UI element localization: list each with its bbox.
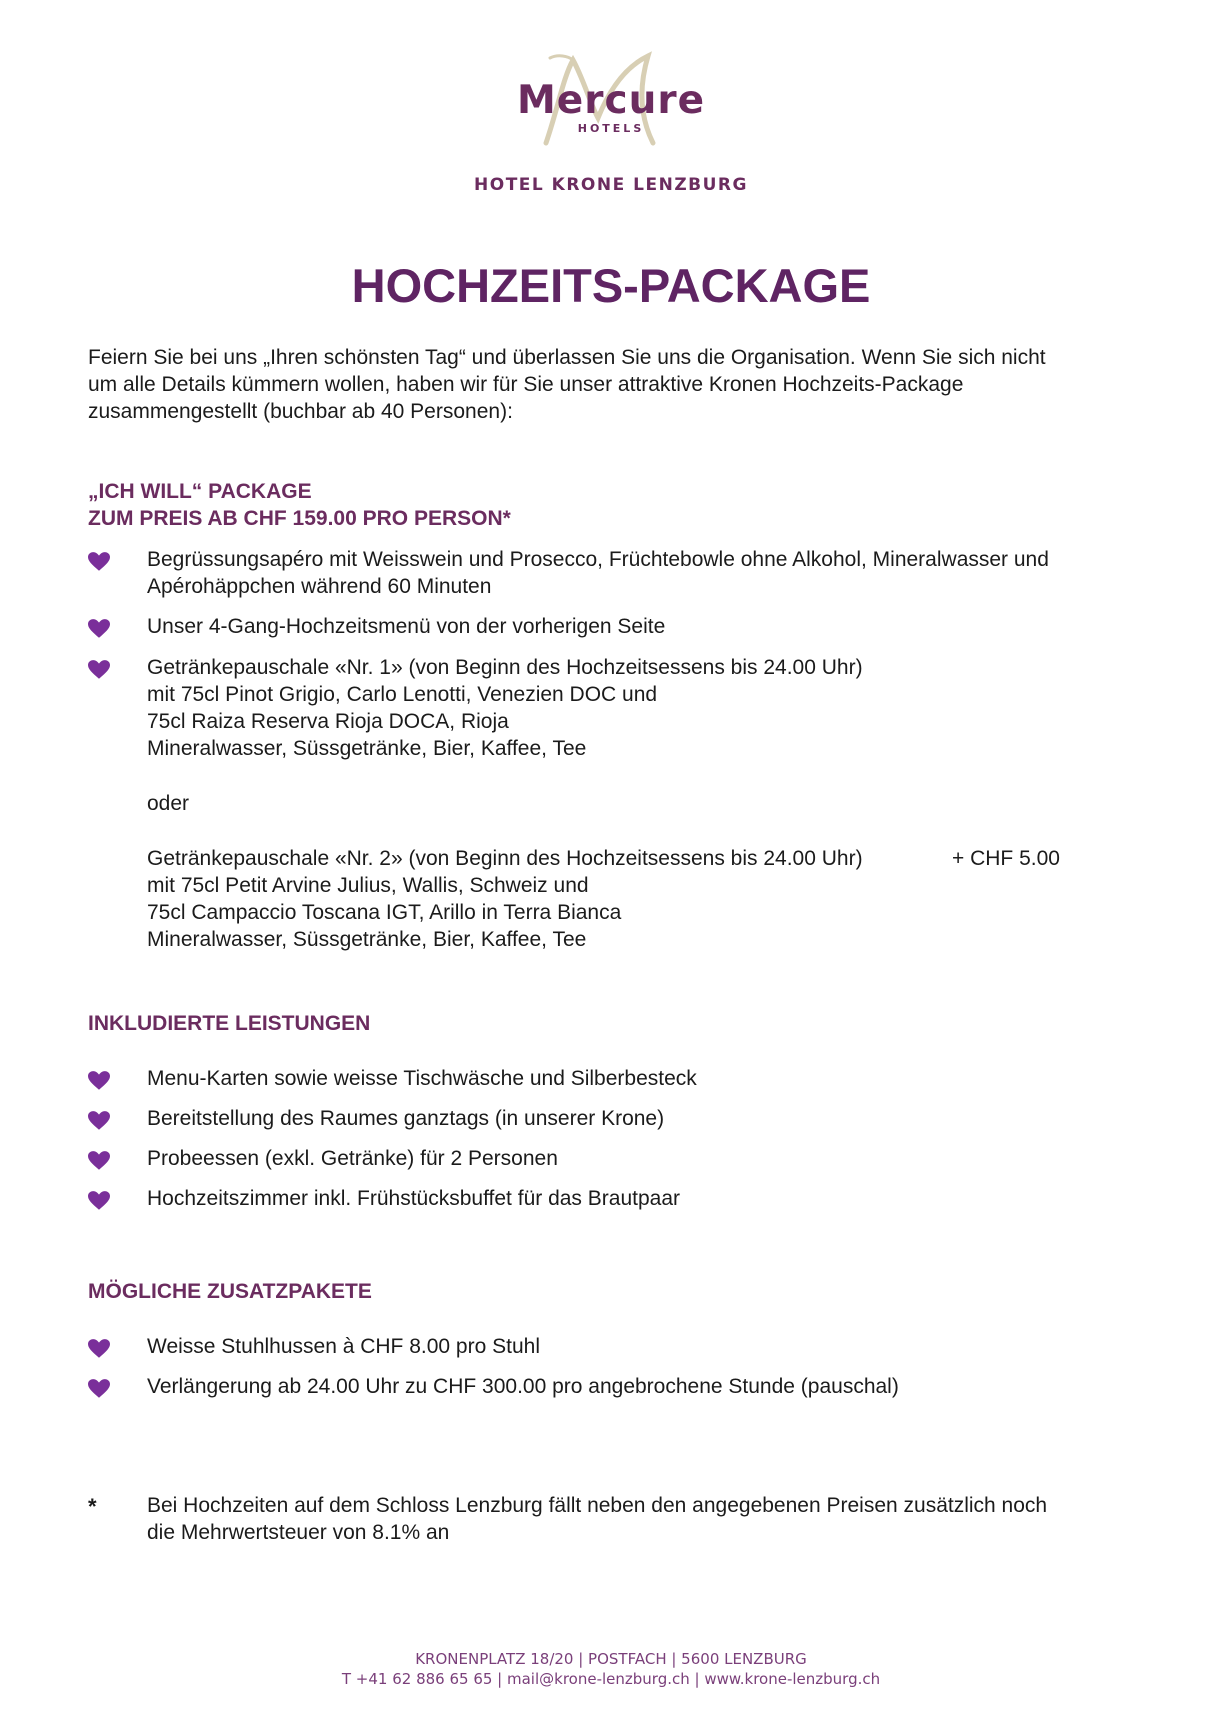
included-item: Probeessen (exkl. Getränke) für 2 Personen <box>147 1147 558 1170</box>
item-line: 75cl Campaccio Toscana IGT, Arillo in Terra Bianca <box>147 901 622 924</box>
page-title: HOCHZEITS-PACKAGE <box>351 259 871 312</box>
package-item-drinks-nr2 <box>147 845 863 953</box>
included-item: Menu-Karten sowie weisse Tischwäsche und Silberbesteck <box>147 1067 697 1090</box>
heart-icon <box>88 660 110 680</box>
package-item-menu: Unser 4-Gang-Hochzeitsmenü von der vorherigen Seite <box>147 615 666 638</box>
package-price: ZUM PREIS AB CHF 159.00 PRO PERSON* <box>88 507 511 530</box>
package-item-welcome-apero <box>147 546 1147 600</box>
footer-contact: T +41 62 886 65 65 | mail@krone-lenzburg.ch | www.krone-lenzburg.ch <box>341 1670 881 1688</box>
item-line: mit 75cl Pinot Grigio, Carlo Lenotti, Venezien DOC und <box>147 683 658 706</box>
heart-icon <box>88 619 110 639</box>
or-text: oder <box>147 792 190 815</box>
item-line: mit 75cl Petit Arvine Julius, Wallis, Schweiz und <box>147 874 589 897</box>
heart-icon <box>88 1071 110 1091</box>
footnote-line: Bei Hochzeiten auf dem Schloss Lenzburg fällt neben den angegebenen Preisen zusätzlich noch <box>147 1494 1048 1517</box>
heart-icon <box>88 1111 110 1131</box>
footnote-text <box>147 1492 1157 1546</box>
heart-icon <box>88 1379 110 1399</box>
extras-item: Weisse Stuhlhussen à CHF 8.00 pro Stuhl <box>147 1335 540 1358</box>
extras-item: Verlängerung ab 24.00 Uhr zu CHF 300.00 pro angebrochene Stunde (pauschal) <box>147 1375 899 1398</box>
package-item-drinks-nr1 <box>147 654 863 762</box>
package-title: „ICH WILL“ PACKAGE <box>88 480 312 503</box>
brand-subtitle: HOTELS <box>577 122 645 135</box>
brand-name: Mercure <box>516 78 706 123</box>
footer-address: KRONENPLATZ 18/20 | POSTFACH | 5600 LENZBURG <box>415 1650 807 1668</box>
footnote-line: die Mehrwertsteuer von 8.1% an <box>147 1521 450 1544</box>
item-line: Apérohäppchen während 60 Minuten <box>147 575 492 598</box>
heart-icon <box>88 1339 110 1359</box>
intro-line: um alle Details kümmern wollen, haben wir für Sie unser attraktive Kronen Hochzeits-Package <box>88 373 964 396</box>
item-line: Mineralwasser, Süssgetränke, Bier, Kaffee, Tee <box>147 737 587 760</box>
footnote-marker: * <box>88 1494 97 1519</box>
item-line: Mineralwasser, Süssgetränke, Bier, Kaffee, Tee <box>147 928 587 951</box>
extras-heading: MÖGLICHE ZUSATZPAKETE <box>88 1280 372 1303</box>
option2-surcharge: + CHF 5.00 <box>952 847 1060 870</box>
hotel-logo <box>0 40 1222 150</box>
item-line: Begrüssungsapéro mit Weisswein und Prosecco, Früchtebowle ohne Alkohol, Mineralwasser und <box>147 548 1049 571</box>
intro-paragraph <box>88 344 1138 425</box>
hotel-name: HOTEL KRONE LENZBURG <box>474 175 748 195</box>
heart-icon <box>88 552 110 572</box>
item-line: Getränkepauschale «Nr. 1» (von Beginn des Hochzeitsessens bis 24.00 Uhr) <box>147 656 863 679</box>
included-heading: INKLUDIERTE LEISTUNGEN <box>88 1012 371 1035</box>
included-item: Bereitstellung des Raumes ganztags (in unserer Krone) <box>147 1107 665 1130</box>
item-line: Getränkepauschale «Nr. 2» (von Beginn des Hochzeitsessens bis 24.00 Uhr) <box>147 847 863 870</box>
item-line: 75cl Raiza Reserva Rioja DOCA, Rioja <box>147 710 509 733</box>
heart-icon <box>88 1191 110 1211</box>
intro-line: Feiern Sie bei uns „Ihren schönsten Tag“ und überlassen Sie uns die Organisation. Wenn Sie sich nicht <box>88 346 1046 369</box>
intro-line: zusammengestellt (buchbar ab 40 Personen): <box>88 400 513 423</box>
heart-icon <box>88 1151 110 1171</box>
included-item: Hochzeitszimmer inkl. Frühstücksbuffet für das Brautpaar <box>147 1187 680 1210</box>
package-heading <box>88 478 511 532</box>
